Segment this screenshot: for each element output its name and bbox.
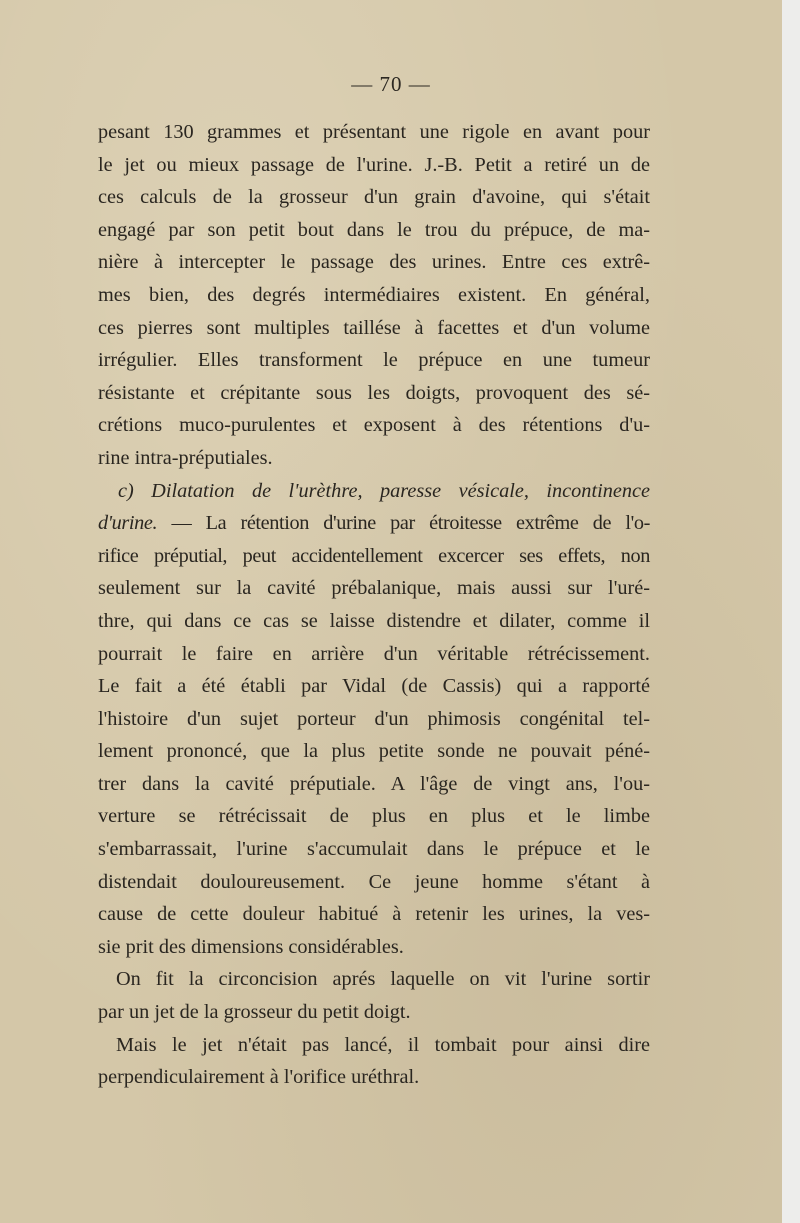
text-line: verture se rétrécissait de plus en plus et le limbe <box>98 805 650 828</box>
text-line: Le fait a été établi par Vidal (de Cassis) qui a rapporté <box>98 675 650 698</box>
text-line: distendait douloureusement. Ce jeune homme s'étant à <box>98 870 650 893</box>
text-line: s'embarrassait, l'urine s'accumulait dans le prépuce et le <box>98 838 650 861</box>
text-line: On fit la circoncision aprés laquelle on vit l'urine sortir <box>116 968 650 991</box>
text-line: crétions muco-purulentes et exposent à des rétentions d'u- <box>98 414 650 437</box>
text-line: ces pierres sont multiples taillése à facettes et d'un volume <box>98 316 650 339</box>
text-line: pesant 130 grammes et présentant une rigole en avant pour <box>98 121 650 143</box>
text-line: engagé par son petit bout dans le trou du prépuce, de ma- <box>98 218 650 241</box>
text-line: rine intra-préputiales. <box>98 446 273 469</box>
scan-margin <box>782 0 800 1223</box>
text-line: le jet ou mieux passage de l'urine. J.-B. Petit a retiré un de <box>98 153 650 176</box>
text-line: l'histoire d'un sujet porteur d'un phimosis congénital tel- <box>98 707 650 730</box>
text-line: nière à intercepter le passage des urines. Entre ces extrê- <box>98 251 650 274</box>
text-line: ces calculs de la grosseur d'un grain d'avoine, qui s'était <box>98 186 650 209</box>
text-line: seulement sur la cavité prébalanique, mais aussi sur l'uré- <box>98 577 650 600</box>
text-line: lement prononcé, que la plus petite sonde ne pouvait péné- <box>98 740 650 763</box>
text-fragment: — La rétention d'urine par étroitesse extrême de l'o- <box>157 512 650 535</box>
text-line: mes bien, des degrés intermédiaires existent. En général, <box>98 283 650 306</box>
text-line: irrégulier. Elles transforment le prépuce en une tumeur <box>98 349 650 372</box>
section-heading-c-end: d'urine. <box>98 512 158 535</box>
text-line: trer dans la cavité préputiale. A l'âge de vingt ans, l'ou- <box>98 772 650 795</box>
text-line: perpendiculairement à l'orifice uréthral. <box>98 1066 420 1089</box>
page-body-text <box>98 116 650 1094</box>
text-line: thre, qui dans ce cas se laisse distendre et dilater, comme il <box>98 609 650 632</box>
section-heading-c: c) Dilatation de l'urèthre, paresse vésicale, incontinence <box>118 479 650 502</box>
text-line: rifice préputial, peut accidentellement excercer ses effets, non <box>98 544 650 567</box>
text-line: par un jet de la grosseur du petit doigt. <box>98 1001 411 1024</box>
text-line: pourrait le faire en arrière d'un véritable rétrécissement. <box>98 642 650 665</box>
page-number: — 70 — <box>351 72 431 96</box>
text-line: sie prit des dimensions considérables. <box>98 935 404 958</box>
text-line: Mais le jet n'était pas lancé, il tombait pour ainsi dire <box>116 1033 650 1056</box>
text-line: résistante et crépitante sous les doigts, provoquent des sé- <box>98 381 650 404</box>
text-line <box>98 507 650 540</box>
text-line: cause de cette douleur habitué à retenir les urines, la ves- <box>98 903 650 926</box>
